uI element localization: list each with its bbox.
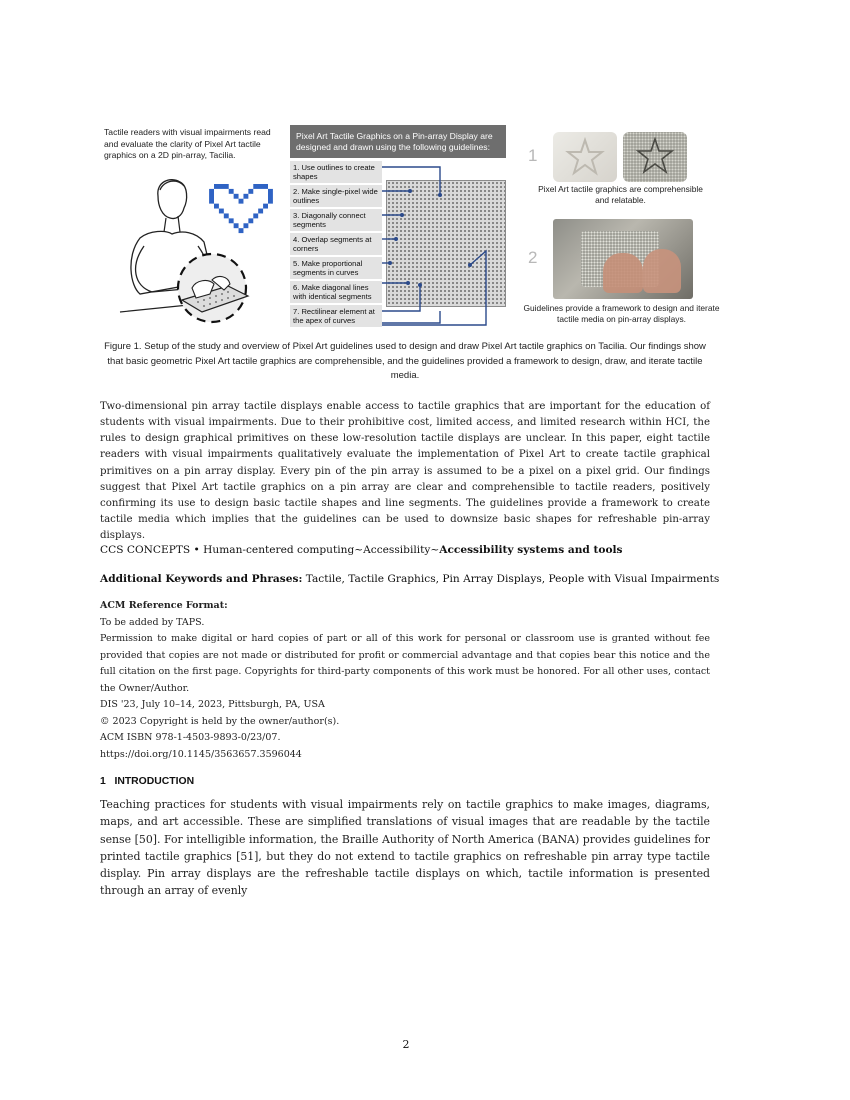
- result-caption-1: Pixel Art tactile graphics are comprehensible and relatable.: [538, 184, 703, 205]
- abstract: Two-dimensional pin array tactile displays enable access to tactile graphics that are important for the education of students with visual impairments. Due to their prohibitive cost, limited access, and limited research within HCI, the rules to design graphical primitives on these low-resolution tactile displays are unclear. In this paper, eight tactile readers with visual impairments qualitatively evaluate the implementation of Pixel Art to create tactile graphical primitives on a pin array display. Every pin of the pin array is assumed to be a pixel on a pixel grid. Our findings suggest that Pixel Art tactile graphics on a pin array are clear and comprehensible to tactile readers, positively confirming its use to design basic tactile shapes and line segments. The guidelines provide a framework to create tactile media which implies that the guidelines can be used to downsize basic shapes for refreshable pin-array displays.: [100, 401, 710, 542]
- guidelines-panel: [290, 125, 506, 327]
- pin-array-star-photo: [623, 132, 687, 182]
- star-icon: [623, 132, 687, 182]
- keywords-label: Additional Keywords and Phrases:: [100, 573, 303, 585]
- reference-heading: ACM Reference Format:: [100, 600, 228, 611]
- isbn: ACM ISBN 978-1-4503-9893-0/23/07.: [100, 732, 281, 743]
- guideline-item: 7. Rectilinear element at the apex of curves: [290, 305, 382, 327]
- conference-info: DIS '23, July 10–14, 2023, Pittsburgh, PA, USA: [100, 699, 325, 710]
- panel-label-2: 2: [528, 248, 538, 267]
- doi-link[interactable]: https://doi.org/10.1145/3563657.3596044: [100, 748, 302, 760]
- copyright-notice: © 2023 Copyright is held by the owner/author(s).: [100, 715, 340, 727]
- keywords-text: Tactile, Tactile Graphics, Pin Array Displays, People with Visual Impairments: [302, 573, 720, 585]
- acm-reference: [100, 598, 710, 763]
- section-heading: 1 INTRODUCTION: [100, 776, 195, 787]
- guidelines-header: Pixel Art Tactile Graphics on a Pin-array Display are designed and drawn using the following guidelines:: [290, 125, 506, 158]
- guideline-item: 1. Use outlines to create shapes: [290, 161, 382, 183]
- pixel-heart-icon: [208, 184, 274, 238]
- figure-caption: Figure 1. Setup of the study and overview of Pixel Art guidelines used to design and draw Pixel Art tactile graphics on Tacilia. Our findings show that basic geometric Pixel Art tactile graphics are comprehensible, and the guidelines provided a framework to design, draw, and iterate tactile media.: [104, 341, 706, 382]
- figure-left-caption: Tactile readers with visual impairments read and evaluate the clarity of Pixel Art tactile graphics on a 2D pin-array, Tacilia.: [104, 127, 271, 160]
- reference-placeholder: To be added by TAPS.: [100, 616, 205, 628]
- panel-label-1: 1: [528, 146, 538, 165]
- page-number: 2: [402, 1038, 410, 1051]
- permission-notice: Permission to make digital or hard copies of part or all of this work for personal or classroom use is granted without fee provided that copies are not made or distributed for profit or commercial advantage and that copies bear this notice and the full citation on the first page. Copyrights for third-party components of this work must be honored. For all other uses, contact the Owner/Author.: [100, 633, 710, 694]
- guideline-connector-lines: [290, 125, 506, 327]
- ccs-prefix: CCS CONCEPTS • Human-centered computing~Accessibility~: [100, 544, 440, 556]
- introduction-paragraph: Teaching practices for students with visual impairments rely on tactile graphics to make images, diagrams, maps, and art accessible. These are simplified translations of visual images that are readable by the tactile sense [50]. For intelligible information, the Braille Authority of North America (BANA) provides guidelines for printed tactile graphics [51], but they do not extend to tactile graphics on refreshable pin array type tactile display. Pin array displays are the refreshable tactile displays on which, tactile information is presented through an array of evenly: [100, 798, 710, 898]
- result-caption-2: Guidelines provide a framework to design and iterate tactile media on pin-array displays.: [523, 303, 720, 324]
- star-icon: [553, 132, 617, 182]
- tactile-star-photo: [553, 132, 617, 182]
- results-panel: [523, 118, 720, 334]
- ccs-bold-term: Accessibility systems and tools: [439, 544, 623, 556]
- hands-on-pin-array-photo: [553, 219, 693, 299]
- guideline-item: 5. Make proportional segments in curves: [290, 257, 382, 279]
- guideline-item: 3. Diagonally connect segments: [290, 209, 382, 231]
- ccs-concepts: [100, 543, 720, 557]
- guideline-item: 2. Make single-pixel wide outlines: [290, 185, 382, 207]
- teaser-figure: [100, 118, 720, 334]
- guideline-item: 4. Overlap segments at corners: [290, 233, 382, 255]
- guideline-item: 6. Make diagonal lines with identical segments: [290, 281, 382, 303]
- keywords: [100, 572, 720, 586]
